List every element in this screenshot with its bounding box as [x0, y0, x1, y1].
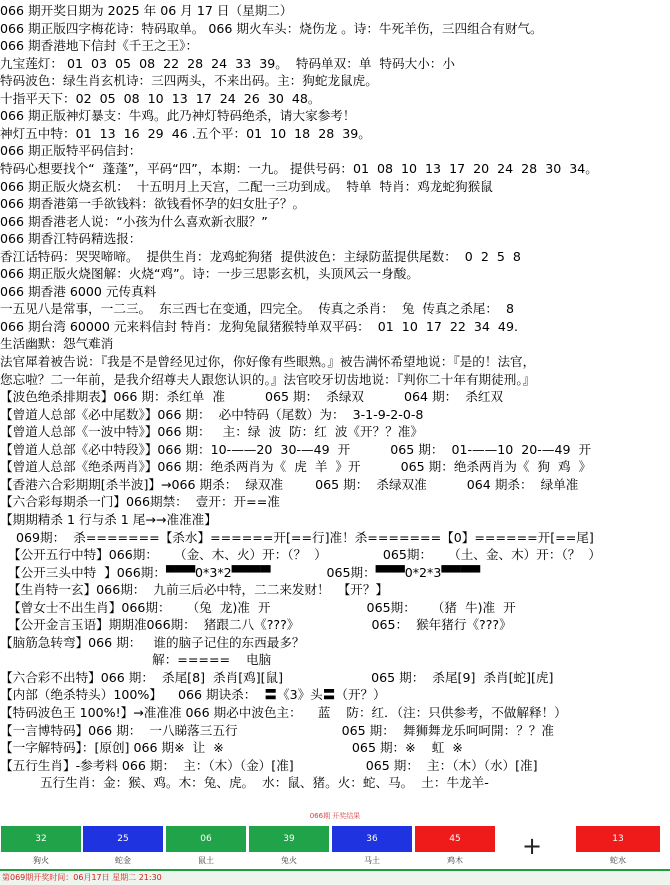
- document-line: 特码心想要找个“ 蓬蓬”，平码“四”，本期：一九。 提供号码：01 08 10 13 17 20 24 28 30 34。: [0, 160, 598, 176]
- document-line: 【脑筋急转弯】066 期： 谁的脑子记住的东西最多？: [0, 634, 305, 650]
- special-ball: 13: [576, 826, 660, 852]
- result-ball-5: 36: [332, 826, 412, 852]
- document-line: 【一言博特码】066 期： 一八睇落三五行 065 期： 舞狮舞龙乐呵呵開：？？准: [0, 722, 554, 738]
- document-line: 五行生肖：金：猴、鸡。木：兔、虎。 水：鼠、猪。火：蛇、马。 土：牛龙羊-: [0, 775, 489, 791]
- result-zodiac-3: 鼠土: [198, 856, 214, 865]
- document-line: 【五行生肖】-参考料 066 期： 主：（木）（金）[准] 065 期： 主：（木）（水）[准]: [0, 757, 538, 773]
- document-line: 066 期正版四字梅花诗：特码取单。 066 期火车头：烧伤龙 。诗：牛死羊伤，三四组合有财气。: [0, 20, 543, 36]
- document-line: 066 期正版神灯暴支：牛鸡。此乃神灯特码绝杀，请大家参考！: [0, 108, 356, 124]
- document-line: 特码波色：绿生肖玄机诗：三四两头，不来出码。主：狗蛇龙鼠虎。: [0, 73, 378, 89]
- document-line: 【曾道人总部《一波中特》】066 期： 主：绿 波 防：红 波《开？？准》: [0, 424, 423, 440]
- document-line: 066 期正版火烧图解：火烧“鸡”。诗：一步三思影玄机，头顶风云一身酸。: [0, 266, 419, 282]
- document-line: 【曾道人总部《必中尾数》】066 期： 必中特码（尾数）为： 3-1-9-2-0-8: [0, 406, 424, 422]
- document-line: 066 期开奖日期为 2025 年 06 月 17 日（星期二）: [0, 3, 293, 18]
- document-line: 【香港六合彩期期[杀半波]】→066 期杀： 绿双准 065 期： 杀绿双准 064 期杀： 绿单准: [0, 476, 579, 492]
- document-line: 066 期台湾 60000 元来料信封 特肖：龙狗兔鼠猪猴特单双平码： 01 10 17 22 34 49.: [0, 318, 518, 334]
- result-ball-1: 32: [1, 826, 81, 852]
- document-line: 【波色绝杀排期表】066 期：杀红单 准 065 期： 杀绿双 064 期： 杀红双: [0, 389, 504, 405]
- result-ball-3: 06: [166, 826, 246, 852]
- document-line: 一五见八是常事，一二三。 东三西七在变通，四完全。 传真之杀肖： 兔 传真之杀尾： 8: [0, 301, 515, 317]
- document-line: 十指平天下：02 05 08 10 13 17 24 26 30 48。: [0, 90, 321, 106]
- document-line: 【六合彩每期杀一门】066期禁： 壹开：开==准: [0, 494, 280, 510]
- document-line: 【生肖特一玄】066期： 九前三后必中特，二二来发财！ 【开？】: [0, 582, 389, 598]
- document-line: 066 期正版火烧玄机： 十五明月上天宫，二配一三功到成。 特单 特肖：鸡龙蛇狗猴鼠: [0, 178, 493, 194]
- document-line: 066 期正版特平码信封：: [0, 143, 142, 159]
- document-line: 【内部（绝杀特头）100%】 066 期诀杀： 〓《3》头〓（开？）: [0, 687, 386, 703]
- result-zodiac-6: 鸡木: [447, 856, 463, 865]
- document-line: 解：===== 电脑: [0, 652, 272, 668]
- document-line: 066 期香港第一手欲钱料：欲钱看怀孕的妇女肚子？。: [0, 196, 306, 212]
- document-line: 066 期香港地下信封《千王之王》：: [0, 38, 199, 54]
- document-line: 【曾女士不出生肖】066期： （兔 龙)准 开 065期： （猪 牛)准 开: [0, 599, 516, 615]
- document-line: 九宝莲灯： 01 03 05 08 22 28 24 33 39。 特码单双：单 特码大小：小: [0, 55, 455, 71]
- document-line: 您忘啦？二一年前，是我介绍尊夫人跟您认识的。』法官咬牙切齿地说：『判你二十年有期徒刑。』: [0, 371, 536, 387]
- draw-results-bar: [0, 806, 670, 885]
- result-ball-4: 39: [249, 826, 329, 852]
- document-line: 法官犀着被告说：『我是不是曾经见过你，你好像有些眼熟。』被告满怀希望地说：『是的！法官，: [0, 354, 536, 369]
- document-line: 香江话特码：哭哭啼啼。 提供生肖：龙鸡蛇狗猪 提供波色：主绿防蓝提供尾数： 0 2 5 8: [0, 248, 521, 264]
- document-line: 069期： 杀=======【杀水】======开[==行]准！杀=======【0】======开[==尾]: [0, 529, 594, 545]
- document-line: 【曾道人总部《必中特段》】066 期：10-——20 30-—49 开 065 期： 01-——10 20-—49 开: [0, 441, 592, 457]
- document-line: 066 期香江特码精选报：: [0, 231, 142, 247]
- result-zodiac-4: 兔火: [281, 856, 297, 865]
- document-line: 【六合彩不出特】066 期： 杀尾[8] 杀肖[鸡][鼠] 065 期： 杀尾[9] 杀肖[蛇][虎]: [0, 669, 554, 685]
- document-line: 【公开金言玉语】期期准066期： 猪跟二八《???》 065： 猴年猪行《???》: [0, 617, 512, 633]
- next-draw-footer: 第069期开奖时间：06月17日 星期二 21:30: [0, 871, 670, 885]
- document-line: 生活幽默：怨气难消: [0, 336, 114, 352]
- document-line: 【曾道人总部《绝杀两肖》】066 期：绝杀两肖为《 虎 羊 》开 065 期：绝杀两肖为《 狗 鸡 》: [0, 459, 592, 475]
- result-zodiac-2: 蛇金: [115, 856, 131, 865]
- document-line: 【特码波色王 100%!】→准准准 066 期必中波色主： 蓝 防：红．（注：只供参考，不做解释！）: [0, 705, 567, 720]
- document-line: 066 期香港老人说：“小孩为什么喜欢新衣服？”: [0, 213, 268, 229]
- document-line: 神灯五中特：01 13 16 29 46 .五个平：01 10 18 28 39。: [0, 125, 371, 141]
- result-ball-6: 45: [415, 826, 495, 852]
- document-line: 【公开五行中特】066期： （金、木、火）开：（？ ） 065期： （土、金、木）开：（？ ）: [0, 547, 601, 563]
- document-line: 【公开三头中特 】066期：▀▀▀0*3*2▀▀▀▀ 065期：▀▀▀0*2*3▀▀▀▀: [0, 564, 481, 580]
- document-line: 【一字解特码】：[原创] 066 期※ 让 ※ 065 期：※ 虹 ※: [0, 740, 463, 756]
- document-line: 066 期香港 6000 元传真料: [0, 283, 157, 299]
- result-zodiac-5: 马土: [364, 856, 380, 865]
- result-zodiac-1: 狗火: [33, 856, 49, 865]
- plus-sign: +: [521, 832, 543, 860]
- document-line: 【期期精杀 1 行与杀 1 尾→→准准准】: [0, 511, 217, 527]
- special-zodiac: 蛇水: [610, 856, 626, 865]
- result-ball-2: 25: [83, 826, 163, 852]
- results-title: 066期 开奖结果: [309, 812, 361, 820]
